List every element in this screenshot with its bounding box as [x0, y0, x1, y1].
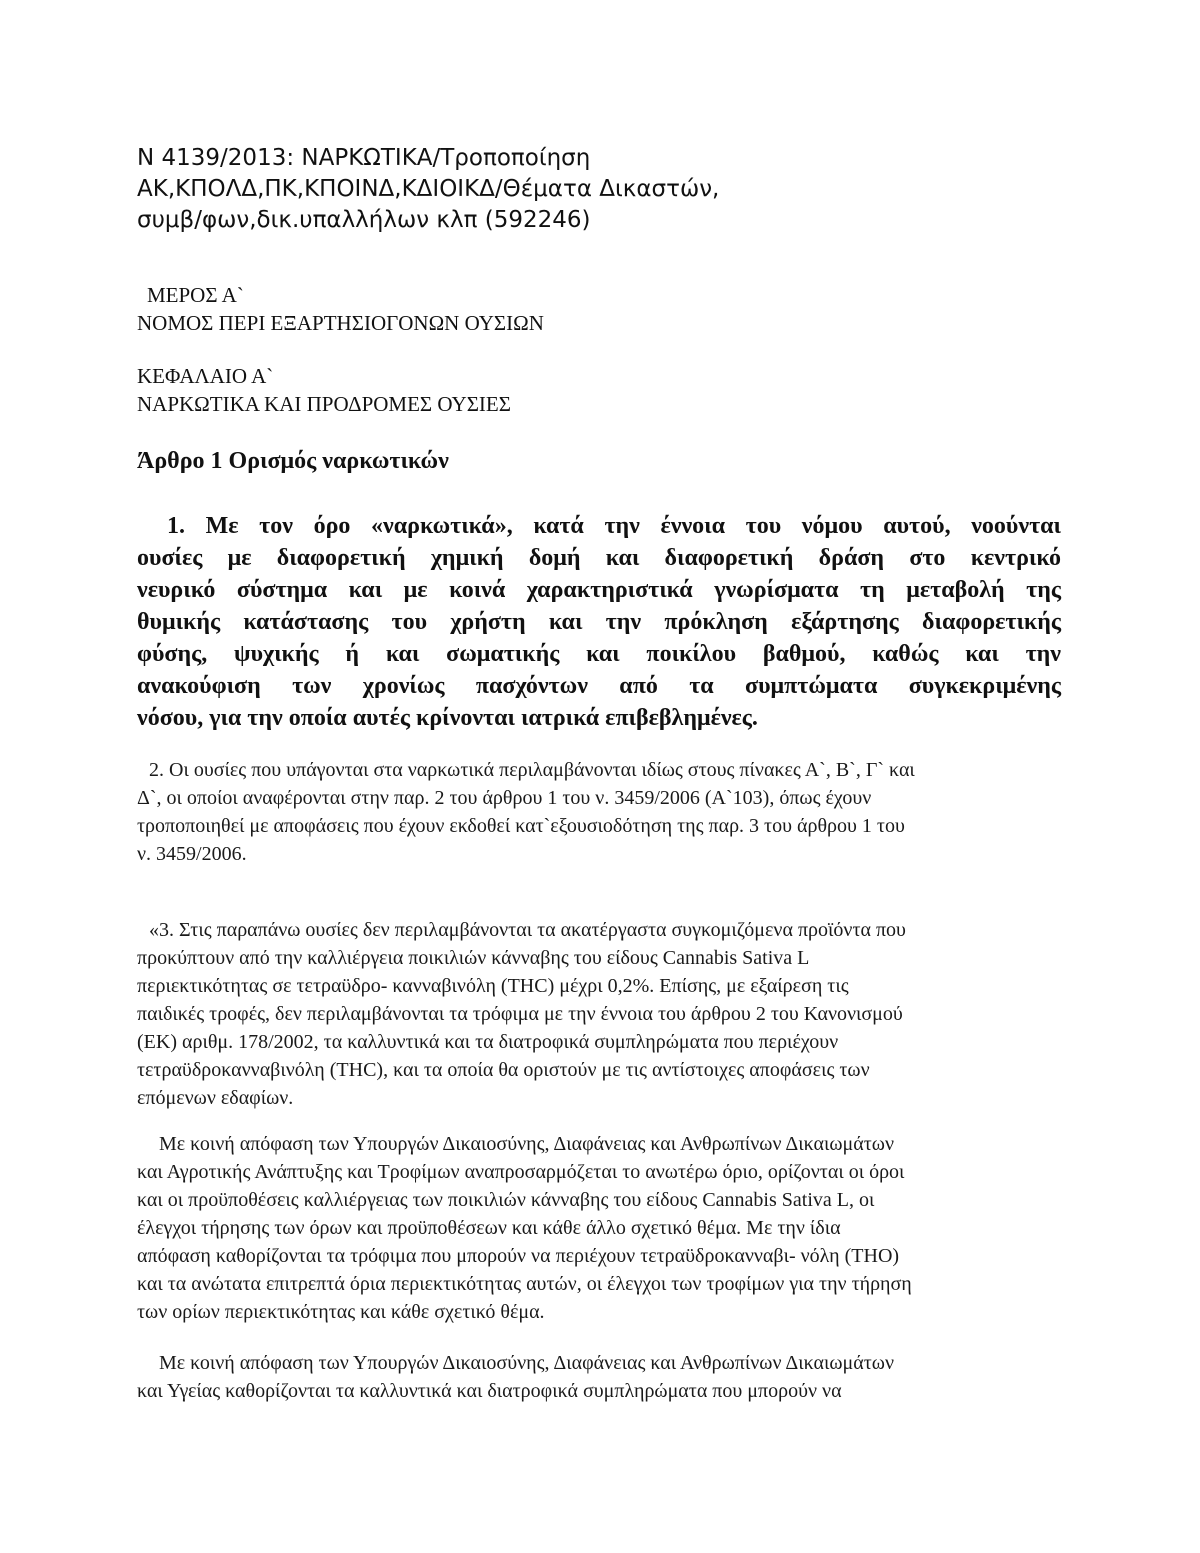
paragraph-line: ουσίες με διαφορετική χημική δομή και διαφορετική δράση στο κεντρικό [137, 545, 1061, 571]
paragraph-line: προκύπτουν από την καλλιέργεια ποικιλιών κάνναβης του είδους Cannabis Sativa L [137, 947, 810, 969]
chapter-heading [137, 362, 511, 418]
paragraph-line: έλεγχοι τήρησης των όρων και προϋποθέσεων και κάθε άλλο σχετικό θέμα. Με την ίδια [137, 1217, 841, 1239]
part-name: ΝΟΜΟΣ ΠΕΡΙ ΕΞΑΡΤΗΣΙΟΓΟΝΩΝ ΟΥΣΙΩΝ [137, 311, 544, 335]
paragraph-line: ανακούφιση των χρονίως πασχόντων από τα συμπτώματα συγκεκριμένης [137, 673, 1061, 699]
paragraph-line: 2. Οι ουσίες που υπάγονται στα ναρκωτικά περιλαμβάνονται ιδίως στους πίνακες Α`, Β`, Γ` και [149, 759, 915, 781]
paragraph-line: παιδικές τροφές, δεν περιλαμβάνονται τα τρόφιμα με την έννοια του άρθρου 2 του Κανονισμού [137, 1003, 903, 1025]
paragraph-line: Δ`, οι οποίοι αναφέρονται στην παρ. 2 του άρθρου 1 του ν. 3459/2006 (Α`103), όπως έχουν [137, 787, 872, 809]
paragraph-line: ν. 3459/2006. [137, 843, 247, 865]
paragraph-line: των ορίων περιεκτικότητας και κάθε σχετικό θέμα. [137, 1301, 545, 1323]
paragraph-line: απόφαση καθορίζονται τα τρόφιμα που μπορούν να περιέχουν τετραϋδροκανναβι- νόλη (THO) [137, 1245, 900, 1267]
paragraph-line: και Αγροτικής Ανάπτυξης και Τροφίμων αναπροσαρμόζεται το ανωτέρω όριο, ορίζονται οι όροι [137, 1161, 905, 1183]
paragraph-line: και Υγείας καθορίζονται τα καλλυντικά και διατροφικά συμπληρώματα που μπορούν να [137, 1380, 842, 1402]
paragraph-4 [137, 1130, 1061, 1326]
title-line: Ν 4139/2013: ΝΑΡΚΩΤΙΚΑ/Τροποποίηση [137, 145, 591, 171]
part-label: ΜΕΡΟΣ Α` [147, 283, 244, 307]
paragraph-2 [137, 756, 1061, 868]
part-heading [137, 281, 544, 337]
paragraph-5 [137, 1349, 1061, 1405]
chapter-name: ΝΑΡΚΩΤΙΚΑ ΚΑΙ ΠΡΟΔΡΟΜΕΣ ΟΥΣΙΕΣ [137, 392, 511, 416]
paragraph-line: και οι προϋποθέσεις καλλιέργειας των ποικιλιών κάνναβης του είδους Cannabis Sativa L, οι [137, 1189, 875, 1211]
paragraph-1 [137, 510, 1061, 734]
paragraph-line: (ΕΚ) αριθμ. 178/2002, τα καλλυντικά και τα διατροφικά συμπληρώματα που περιέχουν [137, 1031, 839, 1053]
paragraph-line: τροποποιηθεί με αποφάσεις που έχουν εκδοθεί κατ`εξουσιοδότηση της παρ. 3 του άρθρου 1 του [137, 815, 905, 837]
title-line: ΑΚ,ΚΠΟΛΔ,ΠΚ,ΚΠΟΙΝΔ,ΚΔΙΟΙΚΔ/Θέματα Δικαστών, [137, 176, 720, 202]
title-line: συμβ/φων,δικ.υπαλλήλων κλπ (592246) [137, 207, 591, 233]
paragraph-line: και τα ανώτατα επιτρεπτά όρια περιεκτικότητας αυτών, οι έλεγχοι των τροφίμων για την τήρηση [137, 1273, 912, 1295]
paragraph-line: τετραϋδροκανναβινόλη (THC), και τα οποία θα οριστούν με τις αντίστοιχες αποφάσεις των [137, 1059, 870, 1081]
paragraph-line: θυμικής κατάστασης του χρήστη και την πρόκληση εξάρτησης διαφορετικής [137, 609, 1061, 635]
paragraph-line: περιεκτικότητας σε τετραϋδρο- κανναβινόλη (THC) μέχρι 0,2%. Επίσης, με εξαίρεση τις [137, 975, 849, 997]
paragraph-line: νόσου, για την οποία αυτές κρίνονται ιατρικά επιβεβλημένες. [137, 705, 758, 731]
chapter-label: ΚΕΦΑΛΑΙΟ Α` [137, 364, 274, 388]
paragraph-line: επόμενων εδαφίων. [137, 1087, 294, 1109]
paragraph-line: «3. Στις παραπάνω ουσίες δεν περιλαμβάνονται τα ακατέργαστα συγκομιζόμενα προϊόντα που [149, 919, 906, 941]
paragraph-line: Με κοινή απόφαση των Υπουργών Δικαιοσύνης, Διαφάνειας και Ανθρωπίνων Δικαιωμάτων [159, 1133, 894, 1155]
paragraph-line: νευρικό σύστημα και με κοινά χαρακτηριστικά γνωρίσματα τη μεταβολή της [137, 577, 1061, 603]
article-title: Άρθρο 1 Ορισμός ναρκωτικών [137, 448, 449, 474]
paragraph-line: φύσης, ψυχικής ή και σωματικής και ποικίλου βαθμού, καθώς και την [137, 641, 1061, 667]
paragraph-line: 1. Με τον όρο «ναρκωτικά», κατά την έννοια του νόμου αυτού, νοούνται [167, 513, 1061, 539]
document-title [137, 143, 1037, 236]
paragraph-line: Με κοινή απόφαση των Υπουργών Δικαιοσύνης, Διαφάνειας και Ανθρωπίνων Δικαιωμάτων [159, 1352, 894, 1374]
paragraph-3 [137, 916, 1061, 1112]
